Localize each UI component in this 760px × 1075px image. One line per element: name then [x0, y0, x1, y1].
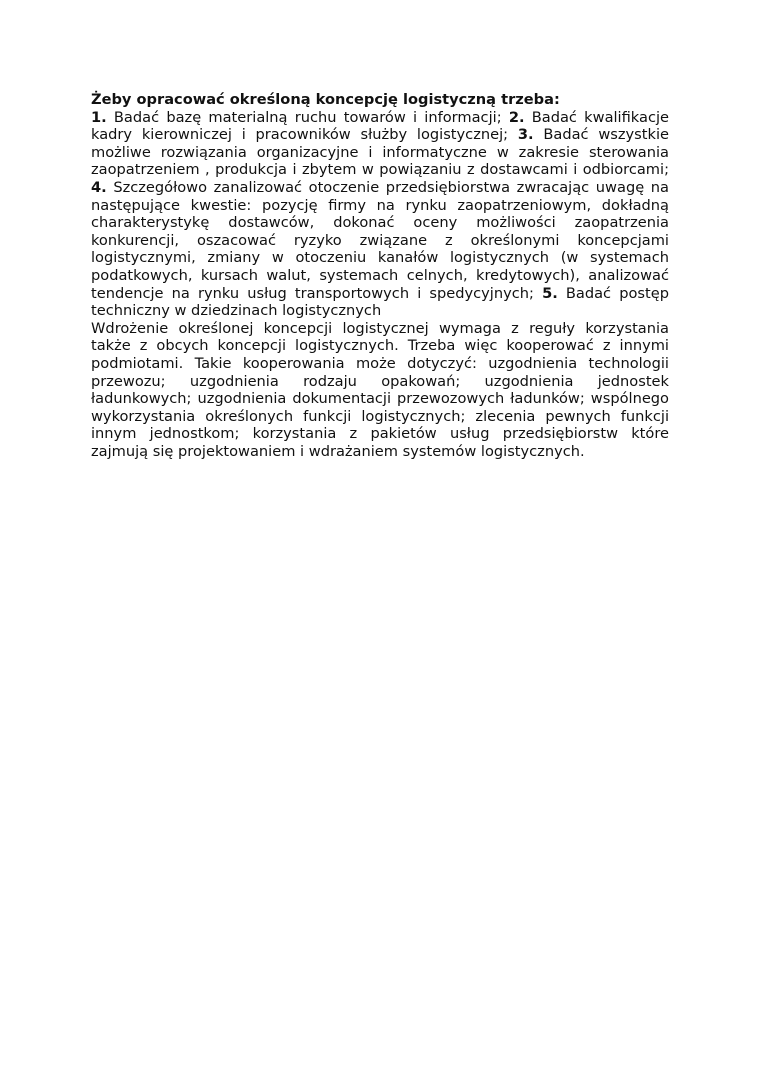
step-text: Badać kwalifikacje kadry kierowniczej i pracowników służby logistycznej; — [91, 108, 670, 144]
cooperation-paragraph: Wdrożenie określonej koncepcji logistycznej wymaga z reguły korzystania także z obcych koncepcji logistycznych. Trzeba więc kooperować z innymi podmiotami. Takie kooperowania może dotyczyć: uzgodnienia technologii przewozu; uzgodnienia rodzaju opakowań; uzgodnienia jednostek ładunkowych; uzgodnienia dokumentacji przewozowych ładunków; wspólnego wykorzystania określonych funkcji logistycznych; zlecenia pewnych funkcji innym jednostkom; korzystania z pakietów usług przedsiębiorstw które zajmują się projektowaniem i wdrażaniem systemów logistycznych. — [91, 319, 669, 460]
document-body — [91, 91, 669, 460]
step-text: Szczegółowo zanalizować otoczenie przedsiębiorstwa zwracając uwagę na następujące kwestie: pozycję firmy na rynku zaopatrzeniowym, dokładną charakterystykę dostawców, dokonać oceny możliwości zaopatrzenia konkurencji, oszacować ryzyko związane z określonymi koncepcjami logistycznymi, zmiany w otoczeniu kanałów logistycznych (w systemach podatkowych, kursach walut, systemach celnych, kredytowych), analizować tendencje na rynku usług transportowych i spedycyjnych; — [91, 178, 669, 302]
step-number: 4. — [91, 178, 107, 196]
step-text: Badać wszystkie możliwe rozwiązania organizacyjne i informatyczne w zakresie sterowania zaopatrzeniem , produkcja i zbytem w powiązaniu z dostawcami i odbiorcami; — [91, 126, 669, 179]
step-number: 3. — [517, 126, 534, 144]
section-heading: Żeby opracować określoną koncepcję logistyczną trzeba: — [91, 91, 560, 108]
step-text: Badać postęp techniczny w dziedzinach logistycznych — [91, 284, 669, 320]
step-text: Badać bazę materialną ruchu towarów i informacji; — [106, 108, 509, 126]
steps-paragraph — [91, 109, 669, 320]
step-number: 5. — [542, 284, 558, 302]
step-number: 2. — [508, 108, 525, 126]
step-number: 1. — [91, 108, 107, 126]
